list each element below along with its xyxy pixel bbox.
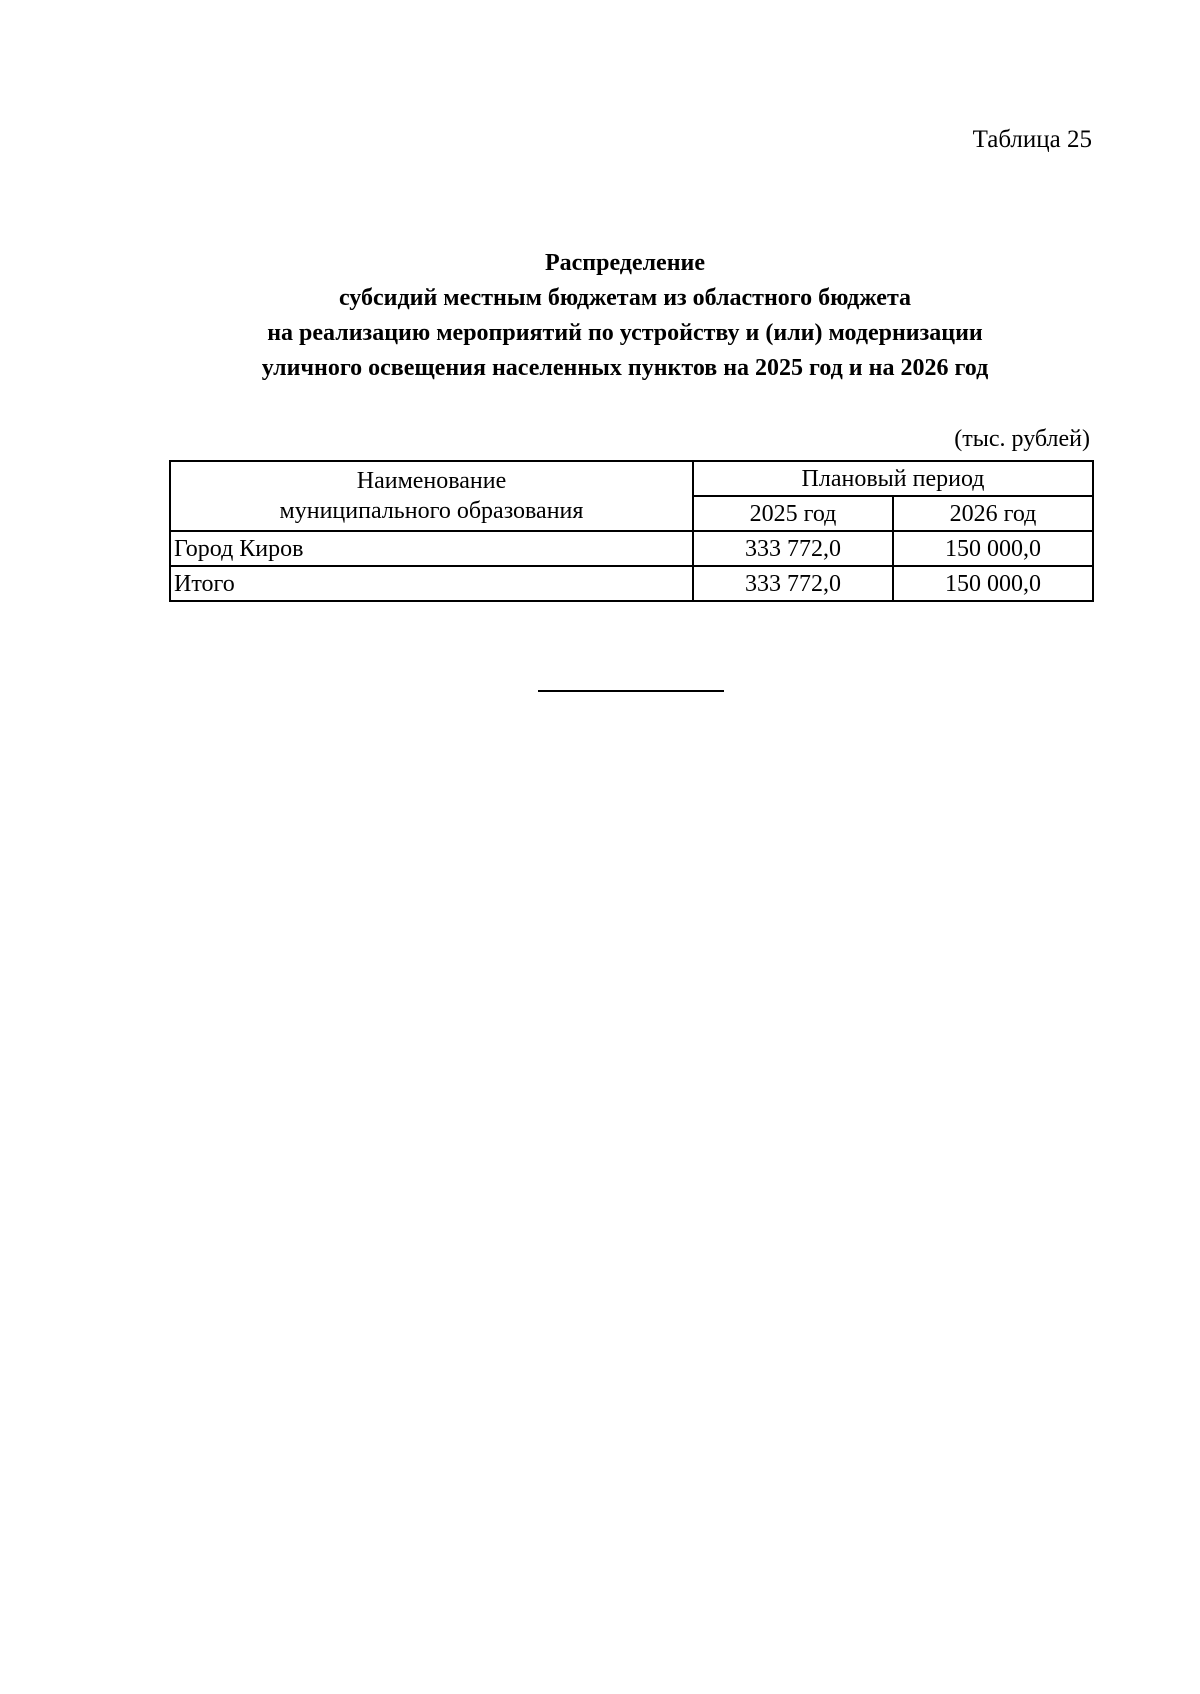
title-line: уличного освещения населенных пунктов на 2025 год и на 2026 год [261, 355, 989, 381]
subsidy-table [169, 460, 1094, 602]
document-title [150, 246, 1100, 386]
total-2025: 333 772,0 [693, 566, 893, 601]
table-number: Таблица 25 [972, 126, 1092, 153]
year-header-2026: 2026 год [893, 496, 1093, 531]
title-line: субсидий местным бюджетам из областного бюджета [338, 285, 912, 311]
total-row [170, 566, 1093, 601]
units-label: (тыс. рублей) [954, 426, 1090, 452]
closing-divider [538, 690, 724, 692]
header-row [170, 461, 1093, 496]
total-label: Итого [170, 566, 693, 601]
value-2025: 333 772,0 [693, 531, 893, 566]
planning-period-header: Плановый период [693, 461, 1093, 496]
value-2026: 150 000,0 [893, 531, 1093, 566]
header-line: Наименование [356, 468, 507, 494]
table-row [170, 531, 1093, 566]
total-2026: 150 000,0 [893, 566, 1093, 601]
title-line: на реализацию мероприятий по устройству и (или) модернизации [267, 320, 983, 346]
header-line: муниципального образования [279, 498, 584, 524]
year-header-2025: 2025 год [693, 496, 893, 531]
title-line: Распределение [544, 250, 706, 276]
municipality-header [170, 461, 693, 531]
municipality-name: Город Киров [170, 531, 693, 566]
